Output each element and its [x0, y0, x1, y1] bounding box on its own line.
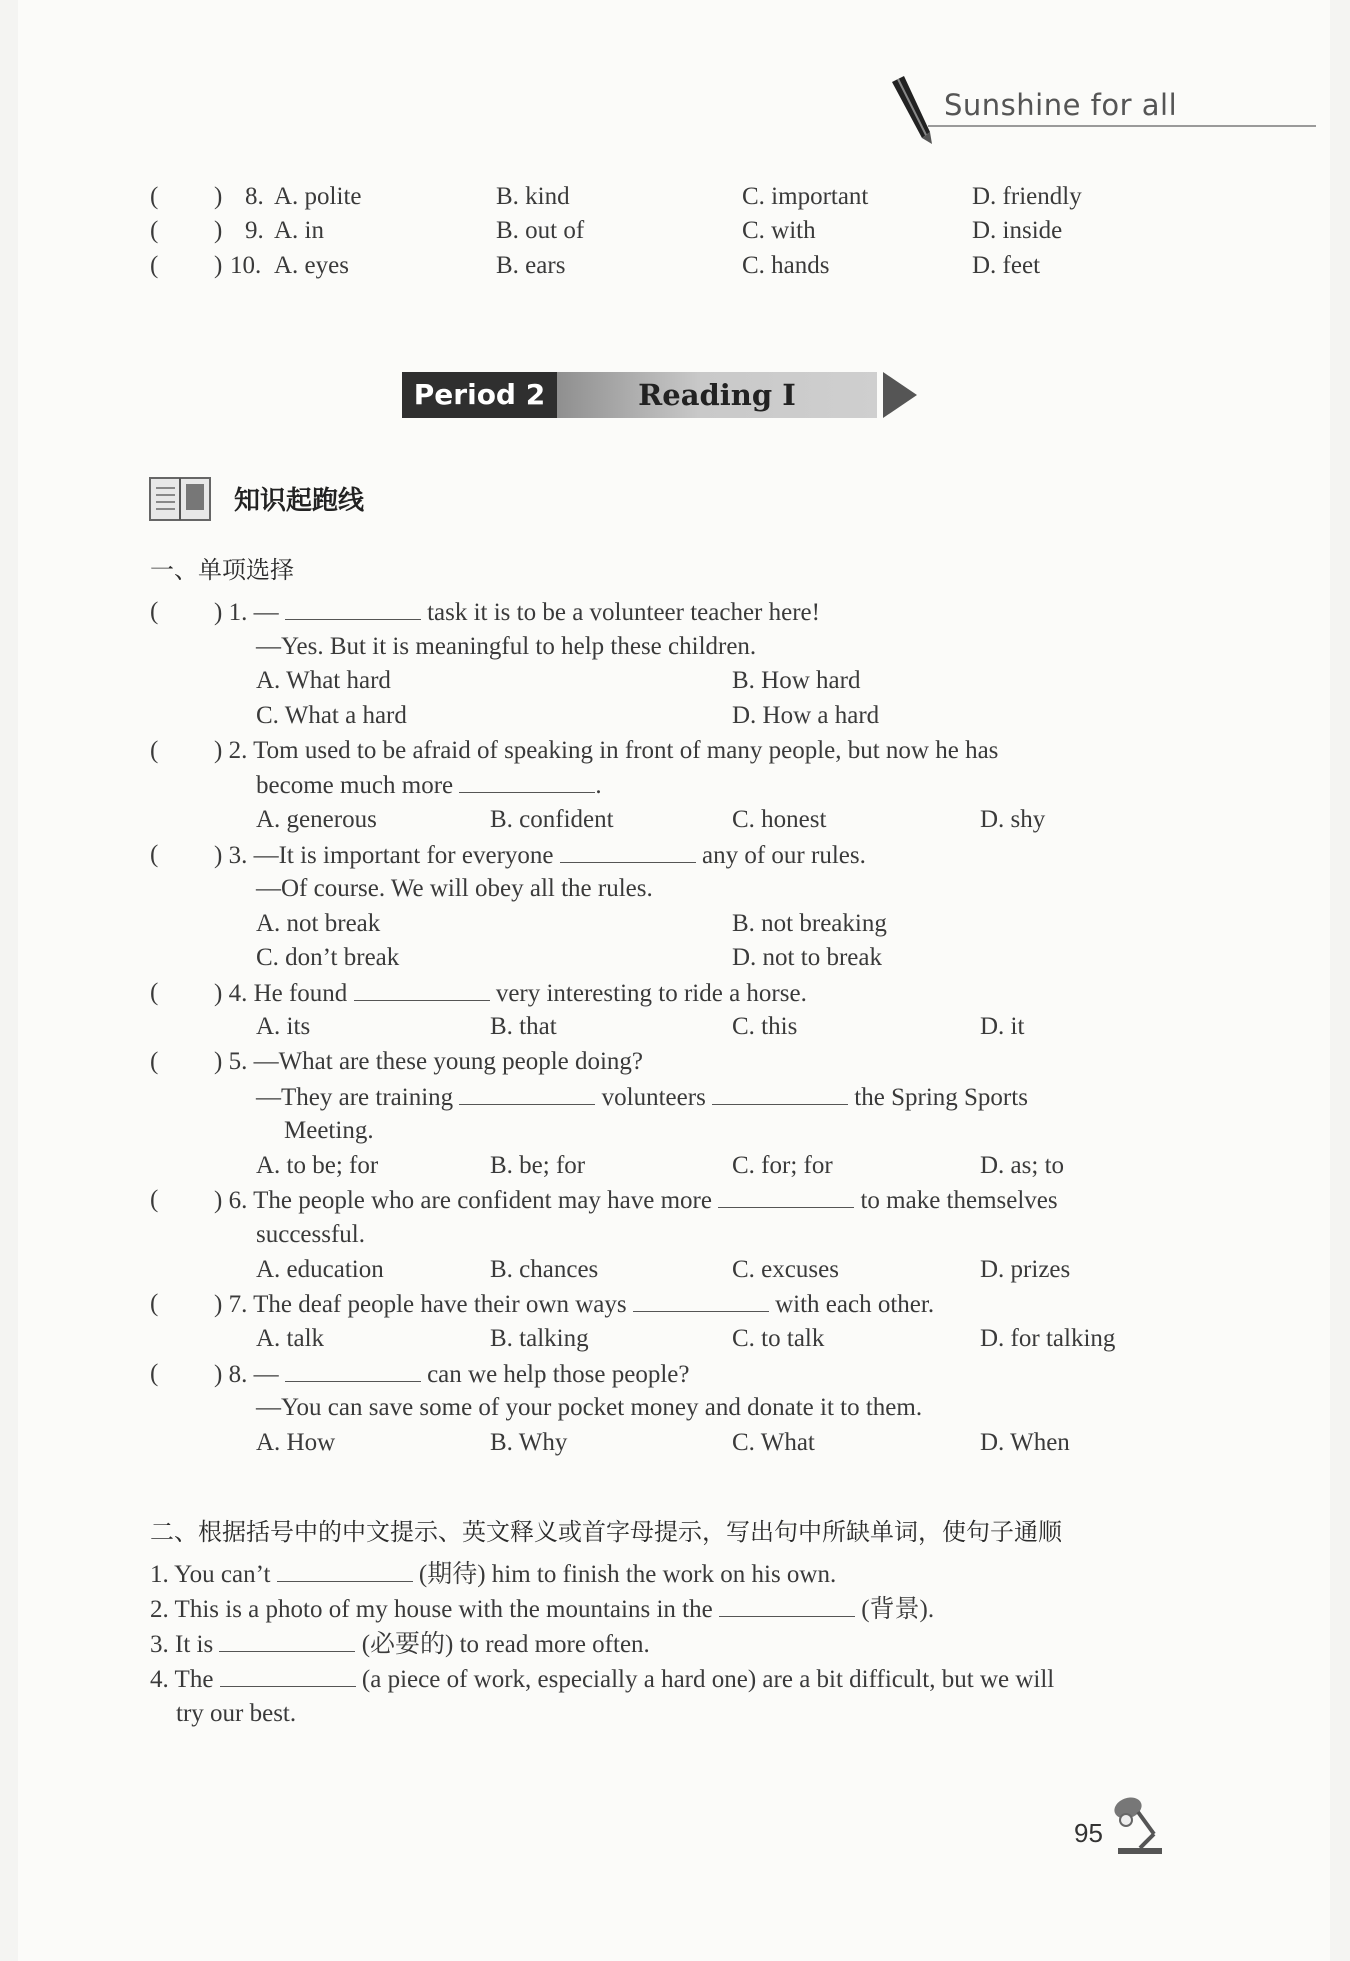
book-icon: [148, 474, 214, 524]
sentence-text: 3. It is: [150, 1631, 214, 1658]
answer-blank[interactable]: [719, 1592, 855, 1617]
paren-open: (: [150, 252, 159, 279]
answer-blank[interactable]: [459, 768, 595, 793]
arrow-right-icon: [883, 372, 917, 418]
question-5-line2: [256, 1080, 1028, 1115]
question-number: 8.: [245, 183, 264, 210]
sentence-text: 2. This is a photo of my house with the mountains in the: [150, 1596, 713, 1623]
question-5: ) 5. —What are these young people doing?: [214, 1048, 644, 1075]
option-a: A. its: [256, 1013, 311, 1040]
option-d: D. shy: [980, 806, 1046, 833]
option-d: D. prizes: [980, 1256, 1071, 1283]
option-b: B. not breaking: [732, 910, 887, 937]
option-b: B. chances: [490, 1256, 599, 1283]
option-c: C. with: [742, 217, 816, 244]
question-end: .: [595, 772, 602, 799]
answer-blank[interactable]: [459, 1080, 595, 1105]
option-d: D. When: [980, 1429, 1070, 1456]
answer-paren: (: [150, 1048, 159, 1075]
answer-blank[interactable]: [718, 1183, 854, 1208]
question-text: with each other.: [775, 1291, 935, 1318]
option-a: A. education: [256, 1256, 384, 1283]
paren-close: ): [214, 217, 223, 244]
option-c: C. this: [732, 1013, 798, 1040]
fill-sentence-3: [150, 1627, 650, 1662]
question-6: [214, 1183, 1058, 1218]
option-a: A. generous: [256, 806, 377, 833]
question-text: very interesting to ride a horse.: [495, 980, 807, 1007]
paren-close: ): [214, 252, 223, 279]
question-2: ) 2. Tom used to be afraid of speaking in front of many people, but now he has: [214, 737, 999, 764]
question-text: Meeting.: [284, 1117, 374, 1144]
answer-paren: (: [150, 979, 159, 1006]
question-text: can we help those people?: [427, 1361, 690, 1388]
pen-icon: [888, 76, 936, 146]
option-d: D. How a hard: [732, 702, 880, 729]
question-text: any of our rules.: [702, 842, 866, 869]
sentence-text: (必要的) to read more often.: [361, 1631, 650, 1658]
option-c: C. What a hard: [256, 702, 407, 729]
sentence-text: 4. The: [150, 1666, 214, 1693]
brand-title: Sunshine for all: [944, 88, 1178, 122]
option-d: D. friendly: [972, 183, 1082, 210]
dialogue-line: —Yes. But it is meaningful to help these children.: [256, 633, 757, 660]
question-text: the Spring Sports: [854, 1084, 1028, 1111]
question-number: 10.: [230, 252, 262, 279]
question-text: become much more: [256, 772, 454, 799]
option-a: A. eyes: [274, 252, 349, 279]
option-d: D. inside: [972, 217, 1063, 244]
sentence-text: try our best.: [176, 1700, 297, 1727]
page-number: 95: [1074, 1818, 1103, 1848]
answer-blank[interactable]: [560, 838, 696, 863]
option-a: A. in: [274, 217, 324, 244]
paren-open: (: [150, 217, 159, 244]
answer-blank[interactable]: [354, 976, 490, 1001]
option-c: C. to talk: [732, 1325, 825, 1352]
question-text: —They are training: [256, 1084, 454, 1111]
period-title: Reading I: [557, 372, 877, 418]
question-stem: ) 6. The people who are confident may have more: [214, 1187, 712, 1214]
answer-blank[interactable]: [285, 1357, 421, 1382]
option-b: B. out of: [496, 217, 585, 244]
question-stem: ) 1. —: [214, 599, 279, 626]
question-stem: ) 4. He found: [214, 980, 348, 1007]
answer-paren: (: [150, 1360, 159, 1387]
option-a: A. What hard: [256, 667, 391, 694]
option-c: C. for; for: [732, 1152, 833, 1179]
option-b: B. ears: [496, 252, 566, 279]
answer-blank[interactable]: [633, 1287, 769, 1312]
answer-blank[interactable]: [219, 1627, 355, 1652]
answer-blank[interactable]: [277, 1557, 413, 1582]
option-a: A. talk: [256, 1325, 325, 1352]
fill-sentence-4: [150, 1662, 1054, 1697]
question-text: volunteers: [601, 1084, 706, 1111]
paren-close: ): [214, 183, 223, 210]
desk-lamp-icon: [1110, 1794, 1166, 1856]
option-d: D. it: [980, 1013, 1025, 1040]
question-stem: ) 7. The deaf people have their own ways: [214, 1291, 627, 1318]
question-7: [214, 1287, 934, 1322]
option-b: B. that: [490, 1013, 557, 1040]
answer-paren: (: [150, 737, 159, 764]
question-4: [214, 976, 807, 1011]
fill-sentence-2: [150, 1592, 934, 1627]
option-b: B. kind: [496, 183, 570, 210]
question-stem: ) 3. —It is important for everyone: [214, 842, 554, 869]
option-d: D. feet: [972, 252, 1041, 279]
question-text: successful.: [256, 1221, 365, 1248]
question-8: [214, 1357, 689, 1392]
option-a: A. polite: [274, 183, 362, 210]
option-b: B. How hard: [732, 667, 861, 694]
question-number: 9.: [245, 217, 264, 244]
answer-paren: (: [150, 1290, 159, 1317]
option-d: D. as; to: [980, 1152, 1065, 1179]
answer-blank[interactable]: [712, 1080, 848, 1105]
sentence-text: (期待) him to finish the work on his own.: [418, 1561, 837, 1588]
question-1: [214, 595, 820, 630]
option-b: B. talking: [490, 1325, 589, 1352]
option-b: B. be; for: [490, 1152, 586, 1179]
option-a: A. How: [256, 1429, 336, 1456]
fill-sentence-1: [150, 1557, 836, 1592]
option-c: C. What: [732, 1429, 815, 1456]
option-b: B. Why: [490, 1429, 568, 1456]
answer-paren: (: [150, 598, 159, 625]
answer-paren: (: [150, 1186, 159, 1213]
header-rule: [928, 125, 1316, 127]
question-stem: ) 8. —: [214, 1361, 279, 1388]
sentence-text: (背景).: [861, 1596, 935, 1623]
option-a: A. to be; for: [256, 1152, 379, 1179]
dialogue-line: —You can save some of your pocket money and donate it to them.: [256, 1394, 923, 1421]
section-title: 知识起跑线: [234, 486, 365, 516]
part1-heading: 一、单项选择: [150, 556, 294, 584]
period-label: Period 2: [402, 372, 557, 418]
option-c: C. excuses: [732, 1256, 839, 1283]
option-b: B. confident: [490, 806, 614, 833]
part2-heading: 二、根据括号中的中文提示、英文释义或首字母提示，写出句中所缺单词，使句子通顺: [150, 1518, 1062, 1546]
question-2-line2: [256, 768, 602, 803]
answer-blank[interactable]: [285, 595, 421, 620]
sentence-text: 1. You can’t: [150, 1561, 271, 1588]
option-c: C. important: [742, 183, 869, 210]
option-c: C. don’t break: [256, 944, 400, 971]
option-d: D. for talking: [980, 1325, 1116, 1352]
answer-paren: (: [150, 841, 159, 868]
question-text: to make themselves: [860, 1187, 1058, 1214]
option-d: D. not to break: [732, 944, 882, 971]
answer-blank[interactable]: [220, 1662, 356, 1687]
option-a: A. not break: [256, 910, 381, 937]
option-c: C. hands: [742, 252, 830, 279]
dialogue-line: —Of course. We will obey all the rules.: [256, 875, 653, 902]
sentence-text: (a piece of work, especially a hard one) are a bit difficult, but we will: [361, 1666, 1055, 1693]
question-3: [214, 838, 866, 873]
paren-open: (: [150, 183, 159, 210]
option-c: C. honest: [732, 806, 827, 833]
question-text: task it is to be a volunteer teacher here!: [427, 599, 820, 626]
